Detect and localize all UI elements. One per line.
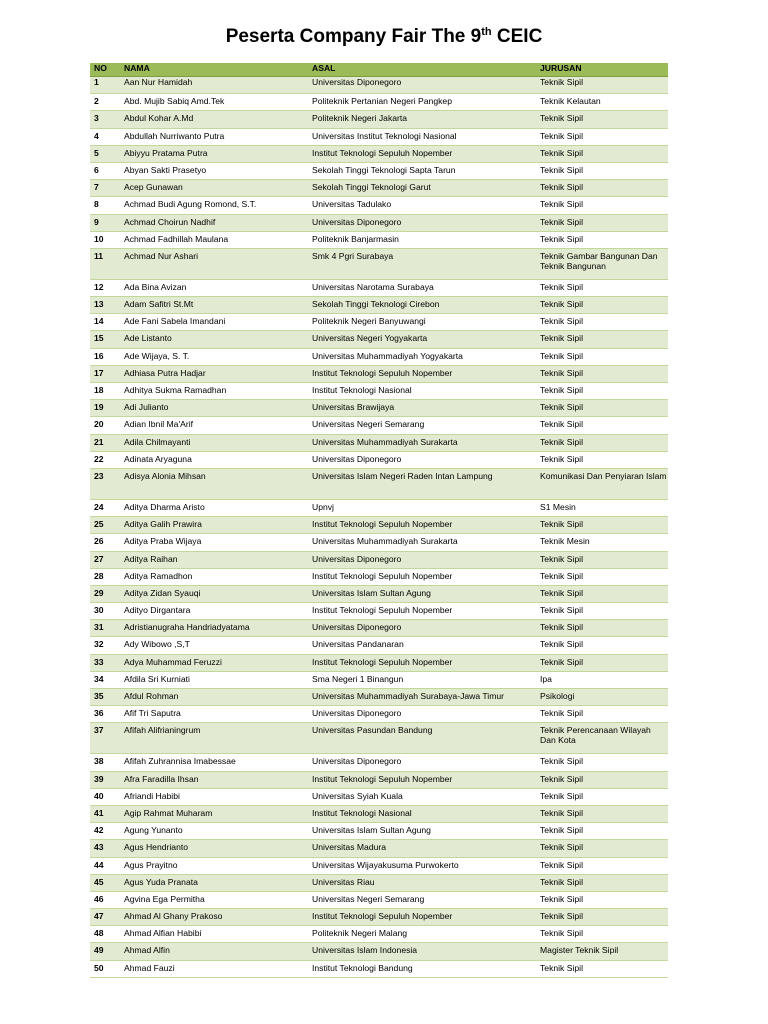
cell-nama: Adila Chilmayanti <box>120 434 308 451</box>
table-row <box>90 197 668 214</box>
cell-nama: Afifah Zuhrannisa Imabessae <box>120 754 308 771</box>
cell-no: 29 <box>90 585 120 602</box>
cell-asal: Universitas Diponegoro <box>308 620 536 637</box>
table-row <box>90 248 668 279</box>
table-row <box>90 279 668 296</box>
table-row <box>90 603 668 620</box>
cell-no: 21 <box>90 434 120 451</box>
participants-table <box>90 63 668 978</box>
table-row <box>90 788 668 805</box>
cell-nama: Achmad Fadhillah Maulana <box>120 231 308 248</box>
cell-jurusan: Teknik Sipil <box>536 180 668 197</box>
cell-asal: Politeknik Negeri Jakarta <box>308 111 536 128</box>
table-row <box>90 162 668 179</box>
cell-asal: Universitas Muhammadiyah Yogyakarta <box>308 348 536 365</box>
cell-asal: Sekolah Tinggi Teknologi Garut <box>308 180 536 197</box>
table-row <box>90 231 668 248</box>
cell-nama: Ade Listanto <box>120 331 308 348</box>
cell-jurusan: Teknik Sipil <box>536 603 668 620</box>
cell-asal: Politeknik Banjarmasin <box>308 231 536 248</box>
cell-nama: Aditya Raihan <box>120 551 308 568</box>
table-row <box>90 111 668 128</box>
cell-nama: Afdul Rohman <box>120 689 308 706</box>
cell-asal: Politeknik Pertanian Negeri Pangkep <box>308 94 536 111</box>
table-row <box>90 94 668 111</box>
cell-nama: Adhiasa Putra Hadjar <box>120 365 308 382</box>
cell-no: 40 <box>90 788 120 805</box>
cell-jurusan: Teknik Sipil <box>536 857 668 874</box>
cell-asal: Universitas Islam Negeri Raden Intan Lampung <box>308 468 536 499</box>
cell-no: 28 <box>90 568 120 585</box>
table-row <box>90 637 668 654</box>
cell-jurusan: Teknik Sipil <box>536 417 668 434</box>
cell-asal: Universitas Madura <box>308 840 536 857</box>
cell-no: 14 <box>90 314 120 331</box>
table-row <box>90 434 668 451</box>
table-row <box>90 585 668 602</box>
cell-jurusan: Teknik Sipil <box>536 637 668 654</box>
cell-nama: Achmad Choirun Nadhif <box>120 214 308 231</box>
cell-no: 31 <box>90 620 120 637</box>
cell-no: 8 <box>90 197 120 214</box>
cell-no: 2 <box>90 94 120 111</box>
cell-nama: Abd. Mujib Sabiq Amd.Tek <box>120 94 308 111</box>
cell-asal: Institut Teknologi Sepuluh Nopember <box>308 568 536 585</box>
cell-asal: Institut Teknologi Sepuluh Nopember <box>308 145 536 162</box>
cell-jurusan: Teknik Sipil <box>536 128 668 145</box>
cell-asal: Universitas Diponegoro <box>308 77 536 94</box>
cell-nama: Aditya Galih Prawira <box>120 517 308 534</box>
cell-jurusan: Teknik Sipil <box>536 585 668 602</box>
cell-no: 30 <box>90 603 120 620</box>
cell-jurusan: Teknik Sipil <box>536 771 668 788</box>
table-row <box>90 400 668 417</box>
table-row <box>90 499 668 516</box>
cell-asal: Institut Teknologi Sepuluh Nopember <box>308 771 536 788</box>
cell-nama: Adam Safitri St.Mt <box>120 297 308 314</box>
table-row <box>90 365 668 382</box>
table-row <box>90 348 668 365</box>
cell-nama: Ahmad Al Ghany Prakoso <box>120 909 308 926</box>
cell-jurusan: Teknik Sipil <box>536 434 668 451</box>
cell-nama: Aditya Zidan Syauqi <box>120 585 308 602</box>
cell-asal: Institut Teknologi Sepuluh Nopember <box>308 654 536 671</box>
cell-nama: Ahmad Alfian Habibi <box>120 926 308 943</box>
cell-nama: Agus Yuda Pranata <box>120 874 308 891</box>
cell-nama: Agus Hendrianto <box>120 840 308 857</box>
table-row <box>90 128 668 145</box>
cell-no: 45 <box>90 874 120 891</box>
cell-nama: Ahmad Fauzi <box>120 960 308 977</box>
cell-asal: Sekolah Tinggi Teknologi Sapta Tarun <box>308 162 536 179</box>
cell-jurusan: Teknik Sipil <box>536 77 668 94</box>
table-row <box>90 314 668 331</box>
cell-nama: Ade Wijaya, S. T. <box>120 348 308 365</box>
table-row <box>90 771 668 788</box>
cell-no: 39 <box>90 771 120 788</box>
table-row <box>90 909 668 926</box>
table-row <box>90 654 668 671</box>
table-row <box>90 180 668 197</box>
cell-jurusan: Teknik Sipil <box>536 197 668 214</box>
table-row <box>90 145 668 162</box>
cell-jurusan: Teknik Sipil <box>536 162 668 179</box>
cell-no: 50 <box>90 960 120 977</box>
table-row <box>90 754 668 771</box>
cell-no: 20 <box>90 417 120 434</box>
cell-jurusan: Teknik Sipil <box>536 754 668 771</box>
page-title <box>0 26 768 48</box>
cell-jurusan: Komunikasi Dan Penyiaran Islam <box>536 468 668 499</box>
cell-jurusan: Teknik Perencanaan Wilayah Dan Kota <box>536 723 668 754</box>
table-row <box>90 77 668 94</box>
header-jurusan: JURUSAN <box>536 63 668 77</box>
cell-no: 33 <box>90 654 120 671</box>
table-row <box>90 551 668 568</box>
cell-nama: Adisya Alonia Mihsan <box>120 468 308 499</box>
cell-nama: Adinata Aryaguna <box>120 451 308 468</box>
cell-asal: Smk 4 Pgri Surabaya <box>308 248 536 279</box>
cell-asal: Upnvj <box>308 499 536 516</box>
cell-jurusan: Teknik Sipil <box>536 874 668 891</box>
table-row <box>90 331 668 348</box>
cell-no: 16 <box>90 348 120 365</box>
cell-nama: Adian Ibnil Ma'Arif <box>120 417 308 434</box>
table-row <box>90 214 668 231</box>
cell-asal: Universitas Diponegoro <box>308 551 536 568</box>
cell-nama: Adityo Dirgantara <box>120 603 308 620</box>
table-body <box>90 77 668 978</box>
cell-nama: Agung Yunanto <box>120 823 308 840</box>
table-row <box>90 689 668 706</box>
table-row <box>90 823 668 840</box>
cell-no: 12 <box>90 279 120 296</box>
header-nama: NAMA <box>120 63 308 77</box>
cell-no: 11 <box>90 248 120 279</box>
table-row <box>90 468 668 499</box>
cell-jurusan: Teknik Kelautan <box>536 94 668 111</box>
cell-asal: Sekolah Tinggi Teknologi Cirebon <box>308 297 536 314</box>
cell-no: 26 <box>90 534 120 551</box>
table-row <box>90 857 668 874</box>
cell-jurusan: Teknik Sipil <box>536 297 668 314</box>
cell-no: 9 <box>90 214 120 231</box>
cell-jurusan: Teknik Sipil <box>536 111 668 128</box>
cell-nama: Achmad Budi Agung Romond, S.T. <box>120 197 308 214</box>
cell-no: 24 <box>90 499 120 516</box>
table-row <box>90 926 668 943</box>
cell-jurusan: Teknik Sipil <box>536 620 668 637</box>
cell-jurusan: Teknik Sipil <box>536 788 668 805</box>
cell-no: 49 <box>90 943 120 960</box>
cell-no: 23 <box>90 468 120 499</box>
cell-no: 43 <box>90 840 120 857</box>
cell-nama: Adristianugraha Handriadyatama <box>120 620 308 637</box>
cell-nama: Aditya Ramadhon <box>120 568 308 585</box>
cell-jurusan: Teknik Sipil <box>536 365 668 382</box>
cell-jurusan: Teknik Sipil <box>536 823 668 840</box>
cell-jurusan: Teknik Sipil <box>536 314 668 331</box>
cell-no: 15 <box>90 331 120 348</box>
cell-nama: Afdila Sri Kurniati <box>120 671 308 688</box>
cell-jurusan: Teknik Sipil <box>536 654 668 671</box>
cell-asal: Universitas Riau <box>308 874 536 891</box>
table-row <box>90 874 668 891</box>
table-row <box>90 620 668 637</box>
table-row <box>90 840 668 857</box>
cell-jurusan: Teknik Sipil <box>536 145 668 162</box>
table-row <box>90 671 668 688</box>
cell-asal: Sma Negeri 1 Binangun <box>308 671 536 688</box>
cell-jurusan: Psikologi <box>536 689 668 706</box>
cell-no: 25 <box>90 517 120 534</box>
table-row <box>90 891 668 908</box>
cell-no: 10 <box>90 231 120 248</box>
cell-asal: Universitas Diponegoro <box>308 451 536 468</box>
cell-jurusan: Teknik Sipil <box>536 805 668 822</box>
header-no: NO <box>90 63 120 77</box>
table-row <box>90 706 668 723</box>
cell-asal: Universitas Pasundan Bandung <box>308 723 536 754</box>
cell-nama: Ade Fani Sabela Imandani <box>120 314 308 331</box>
cell-nama: Agvina Ega Permitha <box>120 891 308 908</box>
cell-nama: Abyan Sakti Prasetyo <box>120 162 308 179</box>
cell-asal: Universitas Muhammadiyah Surakarta <box>308 534 536 551</box>
cell-no: 27 <box>90 551 120 568</box>
cell-jurusan: S1 Mesin <box>536 499 668 516</box>
cell-jurusan: Teknik Sipil <box>536 517 668 534</box>
table-row <box>90 960 668 977</box>
cell-no: 6 <box>90 162 120 179</box>
cell-nama: Abdul Kohar A.Md <box>120 111 308 128</box>
cell-nama: Afifah Alifrianingrum <box>120 723 308 754</box>
cell-jurusan: Teknik Sipil <box>536 568 668 585</box>
cell-jurusan: Teknik Sipil <box>536 400 668 417</box>
page-title-main: Peserta Company Fair The 9 <box>225 26 482 47</box>
table-row <box>90 943 668 960</box>
cell-jurusan: Teknik Sipil <box>536 891 668 908</box>
cell-jurusan: Teknik Sipil <box>536 451 668 468</box>
cell-no: 46 <box>90 891 120 908</box>
header-asal: ASAL <box>308 63 536 77</box>
cell-asal: Universitas Islam Sultan Agung <box>308 823 536 840</box>
cell-asal: Universitas Brawijaya <box>308 400 536 417</box>
cell-no: 5 <box>90 145 120 162</box>
cell-asal: Universitas Wijayakusuma Purwokerto <box>308 857 536 874</box>
cell-jurusan: Teknik Sipil <box>536 960 668 977</box>
table-row <box>90 383 668 400</box>
cell-asal: Politeknik Negeri Malang <box>308 926 536 943</box>
cell-no: 35 <box>90 689 120 706</box>
cell-nama: Aan Nur Hamidah <box>120 77 308 94</box>
cell-asal: Institut Teknologi Sepuluh Nopember <box>308 517 536 534</box>
cell-nama: Adi Julianto <box>120 400 308 417</box>
cell-no: 1 <box>90 77 120 94</box>
cell-no: 37 <box>90 723 120 754</box>
cell-nama: Ahmad Alfin <box>120 943 308 960</box>
cell-jurusan: Teknik Sipil <box>536 926 668 943</box>
cell-jurusan: Teknik Mesin <box>536 534 668 551</box>
cell-jurusan: Teknik Sipil <box>536 279 668 296</box>
table-row <box>90 534 668 551</box>
cell-jurusan: Teknik Sipil <box>536 840 668 857</box>
cell-asal: Institut Teknologi Bandung <box>308 960 536 977</box>
cell-nama: Afriandi Habibi <box>120 788 308 805</box>
cell-asal: Universitas Muhammadiyah Surakarta <box>308 434 536 451</box>
cell-nama: Afra Faradilla Ihsan <box>120 771 308 788</box>
cell-asal: Universitas Diponegoro <box>308 706 536 723</box>
cell-asal: Universitas Narotama Surabaya <box>308 279 536 296</box>
cell-no: 19 <box>90 400 120 417</box>
cell-asal: Universitas Diponegoro <box>308 214 536 231</box>
cell-asal: Universitas Islam Sultan Agung <box>308 585 536 602</box>
cell-jurusan: Teknik Sipil <box>536 331 668 348</box>
cell-asal: Universitas Diponegoro <box>308 754 536 771</box>
cell-no: 48 <box>90 926 120 943</box>
cell-asal: Institut Teknologi Sepuluh Nopember <box>308 603 536 620</box>
table-row <box>90 451 668 468</box>
cell-jurusan: Teknik Sipil <box>536 231 668 248</box>
cell-jurusan: Teknik Gambar Bangunan Dan Teknik Bangunan <box>536 248 668 279</box>
cell-nama: Achmad Nur Ashari <box>120 248 308 279</box>
table-row <box>90 417 668 434</box>
cell-no: 13 <box>90 297 120 314</box>
cell-asal: Universitas Negeri Semarang <box>308 891 536 908</box>
cell-asal: Universitas Syiah Kuala <box>308 788 536 805</box>
cell-no: 4 <box>90 128 120 145</box>
cell-asal: Universitas Tadulako <box>308 197 536 214</box>
cell-no: 3 <box>90 111 120 128</box>
cell-asal: Universitas Islam Indonesia <box>308 943 536 960</box>
page-title-tail: CEIC <box>491 26 543 47</box>
cell-no: 38 <box>90 754 120 771</box>
cell-asal: Universitas Negeri Yogyakarta <box>308 331 536 348</box>
cell-no: 17 <box>90 365 120 382</box>
cell-no: 32 <box>90 637 120 654</box>
cell-nama: Aditya Praba Wijaya <box>120 534 308 551</box>
table-row <box>90 805 668 822</box>
cell-asal: Institut Teknologi Nasional <box>308 805 536 822</box>
cell-nama: Acep Gunawan <box>120 180 308 197</box>
cell-jurusan: Ipa <box>536 671 668 688</box>
cell-asal: Universitas Pandanaran <box>308 637 536 654</box>
cell-asal: Institut Teknologi Sepuluh Nopember <box>308 365 536 382</box>
cell-no: 47 <box>90 909 120 926</box>
page-title-superscript: th <box>481 26 492 38</box>
cell-no: 18 <box>90 383 120 400</box>
table-row <box>90 517 668 534</box>
cell-no: 36 <box>90 706 120 723</box>
cell-nama: Ady Wibowo ,S,T <box>120 637 308 654</box>
table-row <box>90 568 668 585</box>
cell-nama: Abiyyu Pratama Putra <box>120 145 308 162</box>
cell-no: 34 <box>90 671 120 688</box>
table-row <box>90 297 668 314</box>
table-header-row <box>90 63 668 77</box>
table-row <box>90 723 668 754</box>
cell-asal: Universitas Institut Teknologi Nasional <box>308 128 536 145</box>
cell-nama: Agus Prayitno <box>120 857 308 874</box>
cell-asal: Politeknik Negeri Banyuwangi <box>308 314 536 331</box>
cell-asal: Universitas Muhammadiyah Surabaya-Jawa Timur <box>308 689 536 706</box>
cell-jurusan: Teknik Sipil <box>536 909 668 926</box>
cell-jurusan: Magister Teknik Sipil <box>536 943 668 960</box>
cell-nama: Aditya Dharma Aristo <box>120 499 308 516</box>
cell-nama: Adya Muhammad Feruzzi <box>120 654 308 671</box>
cell-no: 44 <box>90 857 120 874</box>
cell-asal: Institut Teknologi Sepuluh Nopember <box>308 909 536 926</box>
cell-nama: Adhitya Sukma Ramadhan <box>120 383 308 400</box>
cell-jurusan: Teknik Sipil <box>536 383 668 400</box>
cell-jurusan: Teknik Sipil <box>536 551 668 568</box>
cell-jurusan: Teknik Sipil <box>536 348 668 365</box>
cell-no: 22 <box>90 451 120 468</box>
cell-no: 7 <box>90 180 120 197</box>
cell-nama: Agip Rahmat Muharam <box>120 805 308 822</box>
cell-no: 42 <box>90 823 120 840</box>
cell-nama: Ada Bina Avizan <box>120 279 308 296</box>
cell-nama: Abdullah Nurriwanto Putra <box>120 128 308 145</box>
cell-jurusan: Teknik Sipil <box>536 214 668 231</box>
cell-no: 41 <box>90 805 120 822</box>
cell-jurusan: Teknik Sipil <box>536 706 668 723</box>
cell-nama: Afif Tri Saputra <box>120 706 308 723</box>
cell-asal: Institut Teknologi Nasional <box>308 383 536 400</box>
cell-asal: Universitas Negeri Semarang <box>308 417 536 434</box>
